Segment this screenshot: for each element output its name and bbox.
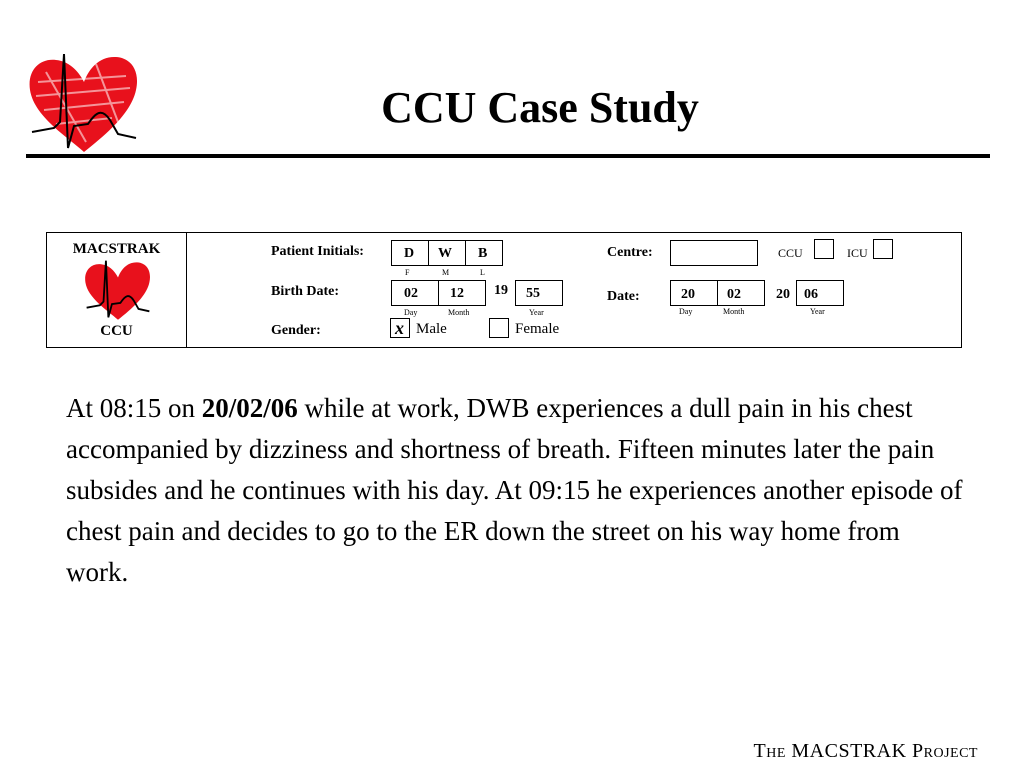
birth-day-value: 02 — [404, 286, 418, 301]
date-month-sub: Month — [723, 307, 745, 316]
birth-month-box[interactable] — [438, 280, 486, 306]
male-label: Male — [416, 321, 447, 337]
initial-first-box[interactable] — [391, 240, 429, 266]
centre-label: Centre: — [607, 245, 653, 260]
date-month-box[interactable] — [717, 280, 765, 306]
date-day-box[interactable] — [670, 280, 718, 306]
case-date: 20/02/06 — [201, 393, 298, 423]
date-month-value: 02 — [727, 287, 741, 302]
date-year-box[interactable] — [796, 280, 844, 306]
initial-last-sub: L — [480, 268, 485, 277]
patient-initials-label: Patient Initials: — [271, 244, 364, 259]
brand-sub-label: CCU — [100, 323, 133, 339]
birth-day-sub: Day — [404, 308, 418, 317]
birth-year-value: 55 — [526, 286, 540, 301]
centre-input-box[interactable] — [670, 240, 758, 266]
case-description — [66, 388, 966, 593]
patient-form — [46, 232, 962, 348]
birth-month-sub: Month — [448, 308, 470, 317]
birth-date-label: Birth Date: — [271, 284, 340, 299]
case-text-start: At 08:15 on — [66, 393, 202, 423]
heart-ecg-small-icon — [83, 259, 153, 325]
icu-option-label: ICU — [847, 246, 868, 260]
brand-label: MACSTRAK — [72, 241, 161, 257]
heart-ecg-logo-icon — [26, 52, 142, 160]
male-check-mark: x — [395, 318, 404, 338]
date-day-sub: Day — [679, 307, 693, 316]
icu-checkbox[interactable] — [873, 239, 893, 259]
date-century: 20 — [776, 287, 790, 302]
ccu-checkbox[interactable] — [814, 239, 834, 259]
initial-middle-box[interactable] — [428, 240, 466, 266]
initial-first-value: D — [404, 246, 415, 261]
initial-last-value: B — [478, 246, 488, 261]
date-year-value: 06 — [804, 287, 818, 302]
birth-year-sub: Year — [529, 308, 544, 317]
birth-century: 19 — [494, 283, 508, 298]
initial-last-box[interactable] — [465, 240, 503, 266]
form-brand-panel — [47, 233, 187, 347]
date-label: Date: — [607, 289, 640, 304]
title-divider — [26, 154, 990, 158]
date-year-sub: Year — [810, 307, 825, 316]
initial-middle-sub: M — [442, 268, 450, 277]
gender-label: Gender: — [271, 323, 321, 338]
ccu-option-label: CCU — [778, 246, 803, 260]
male-checkbox[interactable] — [390, 318, 410, 338]
birth-month-value: 12 — [450, 286, 464, 301]
birth-year-box[interactable] — [515, 280, 563, 306]
page-title: CCU Case Study — [381, 83, 699, 132]
footer-project-name: The MACSTRAK Project — [753, 740, 978, 762]
birth-day-box[interactable] — [391, 280, 439, 306]
case-text-rest: while at work, DWB experiences a dull pain in his chest accompanied by dizziness and shortness of breath. Fifteen minutes later the pain subsides and he continues with his day. At 09:15 he experiences another episode of chest pain and decides to go to the ER down the street on his way home from work. — [66, 393, 963, 587]
female-label: Female — [515, 321, 560, 337]
date-day-value: 20 — [681, 287, 695, 302]
initial-first-sub: F — [405, 268, 410, 277]
female-checkbox[interactable] — [489, 318, 509, 338]
initial-middle-value: W — [438, 246, 452, 261]
